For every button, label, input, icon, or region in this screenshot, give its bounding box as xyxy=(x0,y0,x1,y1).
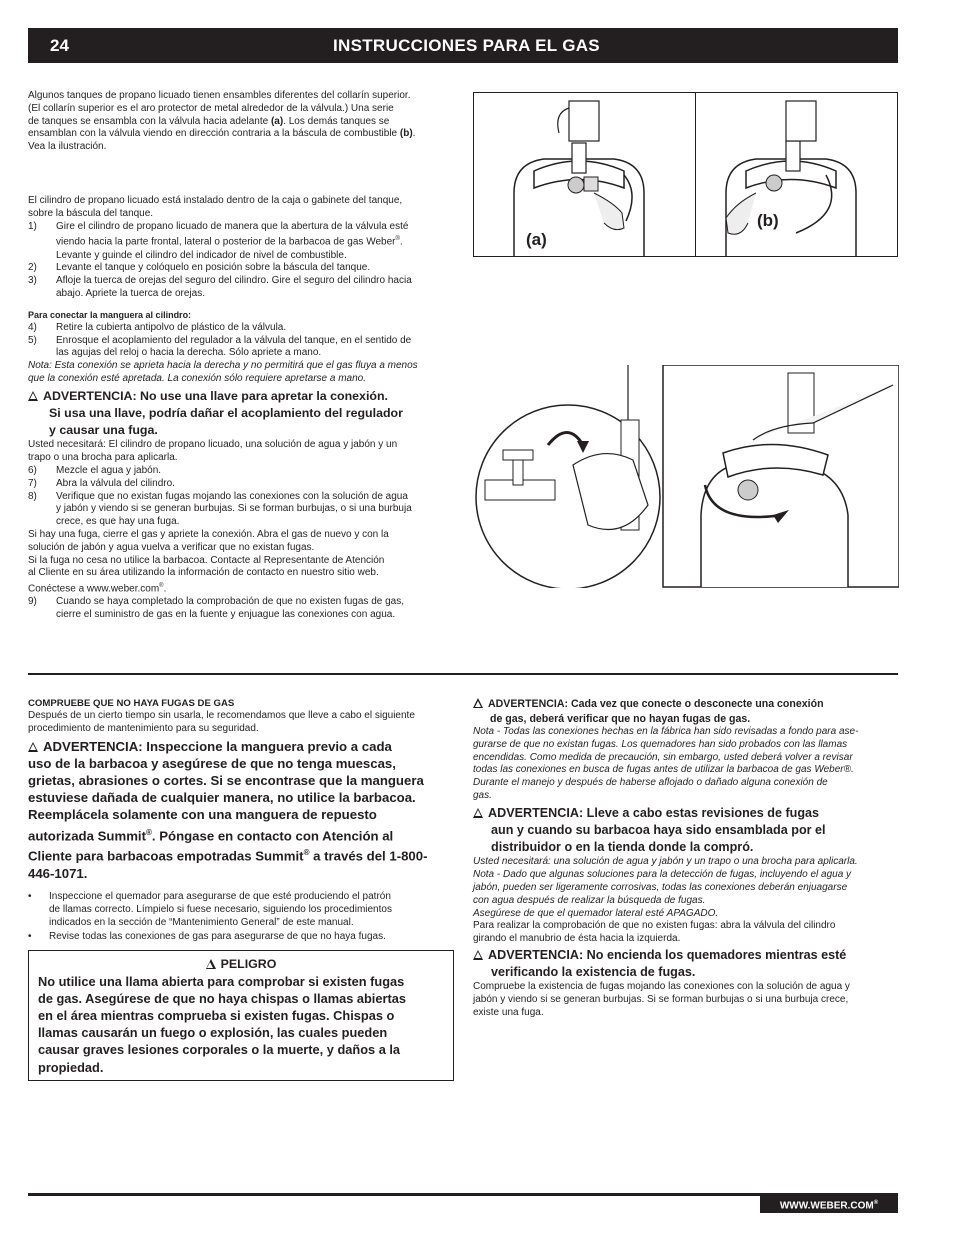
page-title: INSTRUCCIONES PARA EL GAS xyxy=(333,36,600,55)
step-7: 7) Abra la válvula del cilindro. xyxy=(28,477,175,489)
text-line: al Cliente en su área utilizando la información de contacto en nuestro sitio web. xyxy=(28,567,379,579)
note-line: todas las conexiones en busca de fugas antes de utilizar la barbacoa de gas Weber®. xyxy=(473,764,854,776)
step-9-cont: cierre el suministro de gas en la fuente y enjuague las conexiones con agua. xyxy=(56,609,396,621)
page-number: 24 xyxy=(50,36,69,55)
step-5: 5) Enrosque el acoplamiento del regulador a la válvula del tanque, en el sentido de xyxy=(28,334,412,346)
text-line: Después de un cierto tiempo sin usarla, le recomendamos que lleve a cabo el siguiente xyxy=(28,710,415,721)
text-line: El cilindro de propano licuado está instalado dentro de la caja o gabinete del tanque, xyxy=(28,195,403,206)
warning-icon xyxy=(28,391,38,401)
label-b: (b) xyxy=(757,211,779,230)
figure-regulator-connection xyxy=(473,365,899,588)
bullet-cont: de llamas correcto. Límpielo si fuese necesario, siguiendo los procedimientos xyxy=(49,903,392,915)
note-line: encendidas. Como medida de precaución, sin embargo, usted deberá volver a revisar xyxy=(473,751,853,763)
figure-a xyxy=(473,92,696,257)
note-line: que la conexión esté apretada. La conexión sólo requiere apretarse a mano. xyxy=(28,372,367,384)
danger-text: No utilice una llama abierta para comprobar si existen fugas de gas. Asegúrese de que no haya chispas o llamas abiertas en el área mientras comprueba si existen fugas. Chispas o llamas causarán un fuego o explosión, las cuales pueden causar graves lesiones corporales o la muerte, y daños a la propiedad. xyxy=(38,973,406,1075)
warning-icon xyxy=(473,698,483,708)
step-8: 8) Verifique que no existan fugas mojando las conexiones con la solución de agua xyxy=(28,490,408,502)
note-line: con agua después de realizar la búsqueda de fugas. xyxy=(473,894,706,906)
text-line: Compruebe la existencia de fugas mojando las conexiones con la solución de agua y xyxy=(473,981,850,993)
label-a: (a) xyxy=(526,230,547,249)
page-header xyxy=(28,28,898,63)
warning-no-ignite: ADVERTENCIA: No encienda los quemadores mientras esté verificando la existencia de fugas. xyxy=(473,947,899,981)
text-line: Si hay una fuga, cierre el gas y apriete la conexión. Abra el gas de nuevo y con la xyxy=(28,528,389,540)
note-line: Nota - Todas las conexiones hechas en la fábrica han sido revisadas a fondo para ase- xyxy=(473,726,859,737)
intro-paragraph xyxy=(28,90,458,154)
warning-hose: ADVERTENCIA: Inspeccione la manguera previo a cada uso de la barbacoa y asegúrese de que no tenga muescas, grietas, abrasiones o cortes. Si se encontrase que la manguera estuviese dañada de cualquier manera, no utilice la barbacoa. Reemplácela solamente con una manguera de repuesto autorizada Summit®. Póngase en contacto con Atención al Cliente para barbacoas empotradas Summit® a través del 1-800- 446-1071. xyxy=(28,738,428,881)
note-line: gurarse de que no existan fugas. Los quemadores han sido probados con las llamas xyxy=(473,738,848,750)
warning-icon xyxy=(473,950,483,960)
warning-icon xyxy=(28,742,38,752)
danger-title: PELIGRO xyxy=(38,957,444,973)
step-1-cont: Levante y guinde el cilindro del indicador de nivel de combustible. xyxy=(56,249,347,261)
text-line: trapo o una brocha para aplicarla. xyxy=(28,452,178,464)
step-4: 4) Retire la cubierta antipolvo de plástico de la válvula. xyxy=(28,321,287,333)
step-1-cont: viendo hacia la parte frontal, lateral o posterior de la barbacoa de gas Weber®. xyxy=(56,236,403,248)
text-line: Conéctese a www.weber.com®. xyxy=(28,583,167,595)
note-line: Usted necesitará: una solución de agua y jabón y un trapo o una brocha para aplicarla. xyxy=(473,856,858,868)
right-column xyxy=(473,697,899,1020)
note-line: jabón, pueden ser ligeramente corrosivas, todas las conexiones deberán enjuagarse xyxy=(473,881,848,893)
bullet-cont: indicados en la sección de “Mantenimiento General” de este manual. xyxy=(49,916,354,928)
bullet-check-connections: • Revise todas las conexiones de gas para asegurarse de que no haya fugas. xyxy=(28,931,386,943)
figure-b xyxy=(696,92,898,257)
connect-heading: Para conectar la manguera al cilindro: xyxy=(28,310,192,320)
tank-valve-side-illustration xyxy=(696,93,898,257)
text-line: Algunos tanques de propano licuado tienen ensambles diferentes del collarín superior. xyxy=(28,90,411,101)
text-line: solución de jabón y agua vuelva a verificar que no existan fugas. xyxy=(28,541,315,553)
text-line: procedimiento de mantenimiento para su seguridad. xyxy=(28,722,259,734)
text-line: girando el manubrio de ésta hacia la izquierda. xyxy=(473,933,681,945)
connect-section xyxy=(28,309,458,622)
text-line: Si la fuga no cesa no utilice la barbacoa. Contacte al Representante de Atención xyxy=(28,554,385,566)
step-3-cont: abajo. Apriete la tuerca de orejas. xyxy=(56,287,205,299)
warning-dealer: ADVERTENCIA: Lleve a cabo estas revisiones de fugas aun y cuando su barbacoa haya sido ensamblada por el distribuidor o en la tienda donde la compró. xyxy=(473,805,899,857)
text-line: de tanques se ensambla con la válvula hacia adelante (a). Los demás tanques se xyxy=(28,115,390,127)
warning-icon xyxy=(473,808,483,818)
note-line: Durante el manejo y después de haberse aflojado o dañado alguna conexión de xyxy=(473,777,828,789)
footer-url: WWW.WEBER.COM® xyxy=(760,1193,898,1213)
section-divider xyxy=(28,673,898,675)
text-line: ensamblan con la válvula viendo en dirección contraria a la báscula de combustible (b). xyxy=(28,128,416,140)
regulator-coupling-illustration xyxy=(473,365,899,588)
tank-valve-front-illustration xyxy=(474,93,696,257)
text-line: Para realizar la comprobación de que no existen fugas: abra la válvula del cilindro xyxy=(473,920,836,932)
text-line: existe una fuga. xyxy=(473,1006,544,1018)
warning-connect: ADVERTENCIA: Cada vez que conecte o desconecte una conexión de gas, deberá verificar que no hayan fugas de gas. xyxy=(473,697,899,726)
warning-wrench: ADVERTENCIA: No use una llave para apretar la conexión. Si usa una llave, podría dañar el acoplamiento del regulador y causar una fuga. xyxy=(28,388,458,440)
text-line: (El collarín superior es el aro protector de metal alrededor de la válvula.) Una serie xyxy=(28,102,394,114)
warning-icon xyxy=(206,959,216,969)
step-8-cont: crece, es que hay una fuga. xyxy=(56,516,180,528)
note-line: gas. xyxy=(473,789,492,801)
step-2: 2) Levante el tanque y colóquelo en posición sobre la báscula del tanque. xyxy=(28,262,371,274)
leak-check-section xyxy=(28,697,458,944)
danger-box xyxy=(28,950,454,1081)
note-line: Nota: Esta conexión se aprieta hacia la derecha y no permitirá que el gas fluya a menos xyxy=(28,360,418,372)
step-6: 6) Mezcle el agua y jabón. xyxy=(28,464,162,476)
text-line: Usted necesitará: El cilindro de propano licuado, una solución de agua y jabón y un xyxy=(28,439,398,451)
step-8-cont: y jabón y viendo si se generan burbujas. Si se forman burbujas, o si una burbuja xyxy=(56,503,412,515)
step-5-cont: las agujas del reloj o hacia la derecha. Sólo apriete a mano. xyxy=(56,347,322,359)
text-line: jabón y viendo si se generan burbujas. Si se forman burbujas o si una burbuja crece, xyxy=(473,994,849,1006)
step-1: 1) Gire el cilindro de propano licuado de manera que la abertura de la válvula esté xyxy=(28,220,409,232)
note-line: Nota - Dado que algunas soluciones para la detección de fugas, incluyendo el agua y xyxy=(473,869,852,881)
section-heading: COMPRUEBE QUE NO HAYA FUGAS DE GAS xyxy=(28,698,235,709)
step-3: 3) Afloje la tuerca de orejas del seguro del cilindro. Gire el seguro del cilindro hacia xyxy=(28,275,412,287)
install-section xyxy=(28,195,458,301)
bullet-inspect-burner: • Inspeccione el quemador para asegurarse de que esté produciendo el patrón xyxy=(28,891,391,902)
text-line: sobre la báscula del tanque. xyxy=(28,207,154,219)
note-line: Asegúrese de que el quemador lateral esté APAGADO. xyxy=(473,907,719,919)
text-line: Vea la ilustración. xyxy=(28,141,107,153)
step-9: 9) Cuando se haya completado la comprobación de que no existen fugas de gas, xyxy=(28,596,405,608)
